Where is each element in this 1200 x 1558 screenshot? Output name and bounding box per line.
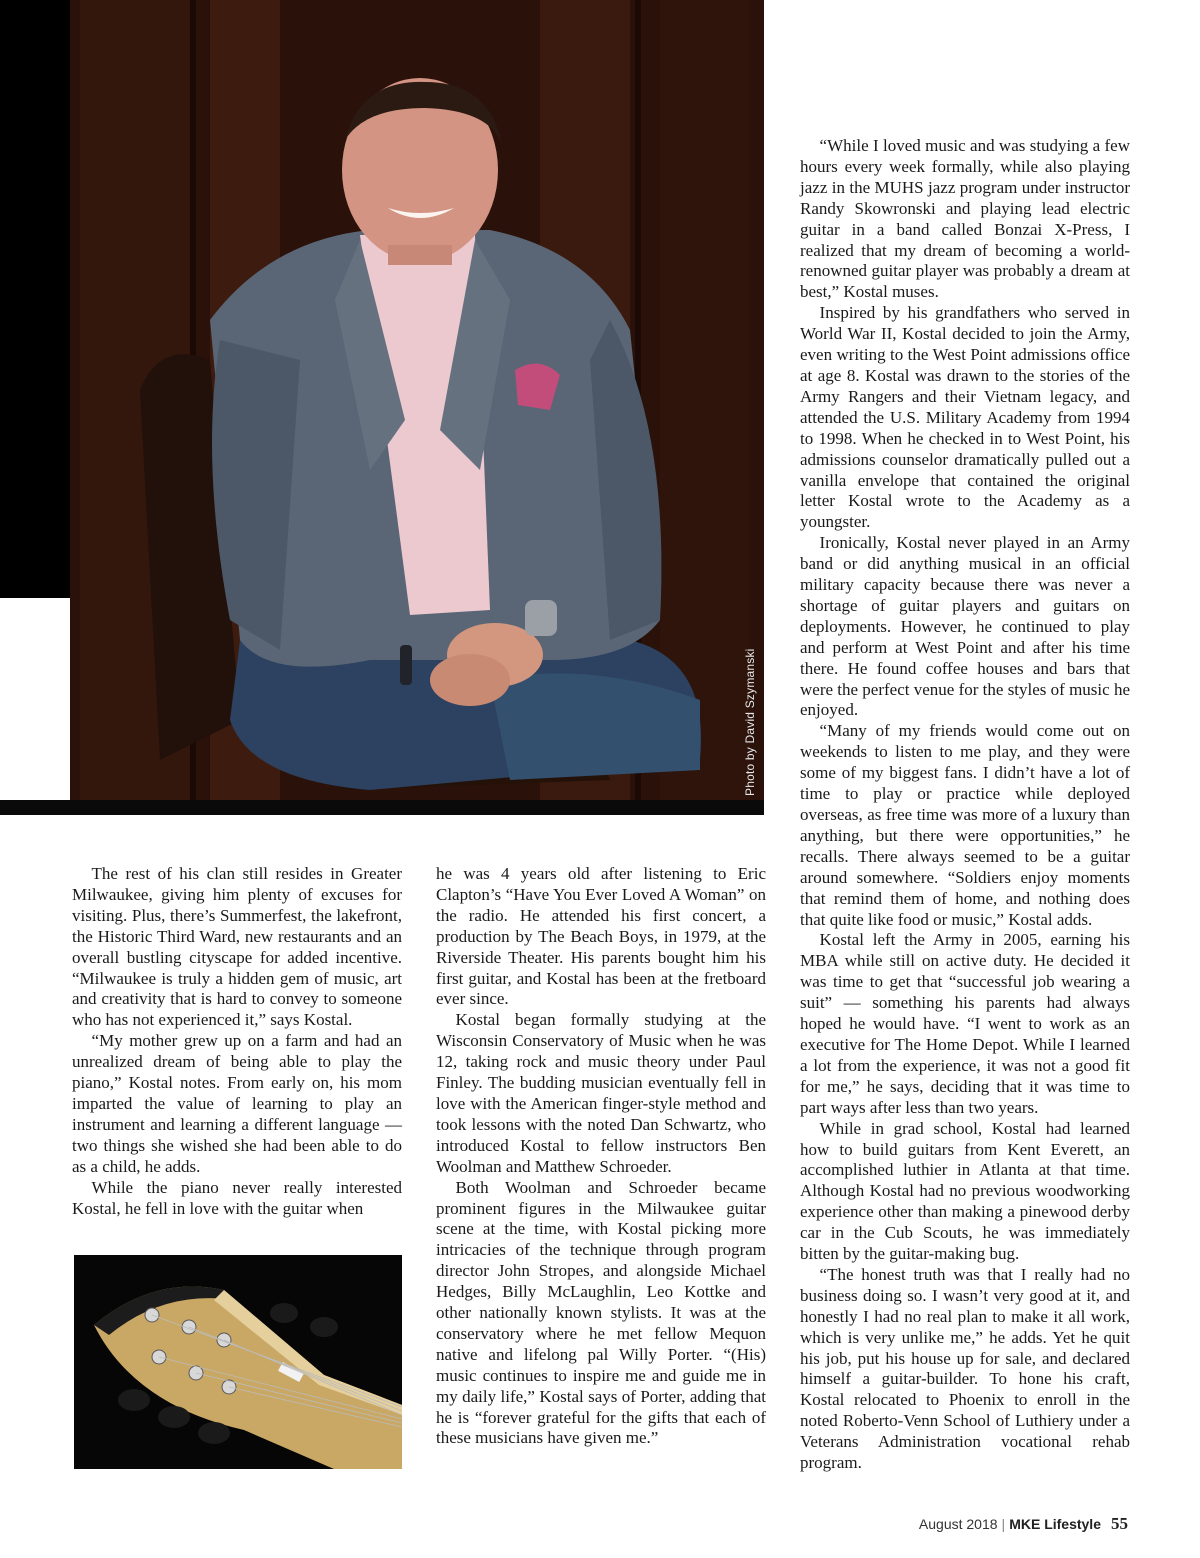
paragraph: Both Woolman and Schroeder became prominent figures in the Milwaukee guitar scene at the time, with Kostal picking more intricacies of the technique through program director John Stropes, and alongside Michael Hedges, Billy McLaughlin, Leo Kottke and other nationally known stylists. It was at the conservatory where he met fellow Mequon native and lifelong pal Willy Porter. “(His) music continues to inspire me and guide me in my daily life,” Kostal says of Porter, adding that he is “forever grateful for the gifts that each of these musicians have given me.” <box>436 1177 766 1448</box>
paragraph: he was 4 years old after listening to Eric Clapton’s “Have You Ever Loved A Woman” on the radio. He attended his first concert, a production by The Beach Boys, in 1979, at the Riverside Theater. His parents bought him his first guitar, and Kostal has been at the fretboard ever since. <box>436 864 766 1009</box>
magazine-name: MKE Lifestyle <box>1009 1516 1101 1532</box>
issue-date: August 2018 <box>918 1516 998 1532</box>
paragraph: Kostal left the Army in 2005, earning his MBA while still on active duty. He decided it was time to get that “successful job wearing a suit” — something his parents had always hoped he would have. “I went to work as an executive for The Home Depot. While I learned a lot from the experience, it was not a good fit for me,” he says, deciding that it was time to part ways after less than two years. <box>800 930 1130 1117</box>
paragraph: The rest of his clan still resides in Greater Milwaukee, giving him plenty of excuses for visiting. Plus, there’s Summerfest, the lakefront, the Historic Third Ward, new restaurants and an overall bustling cityscape for added incentive. “Milwaukee is truly a hidden gem of music, art and creativity that is hard to convey to someone who has not experienced it,” says Kostal. <box>72 864 402 1030</box>
paragraph: Inspired by his grandfathers who served in World War II, Kostal decided to join the Army, even writing to the West Point admissions office at age 8. Kostal was drawn to the stories of the Army Rangers and their Vietnam legacy, and attended the U.S. Military Academy from 1994 to 1998. When he checked in to West Point, his admissions counselor dramatically pulled out a vanilla envelope that contained the original letter Kostal wrote to the Academy as a youngster. <box>800 303 1130 532</box>
article-column-3 <box>800 136 1130 1474</box>
page-number: 55 <box>1111 1514 1128 1533</box>
paragraph: “My mother grew up on a farm and had an unrealized dream of being able to play the piano,” Kostal notes. From early on, his mom imparted the value of learning to play an instrument and learning a different language — two things she wished she had been able to do as a child, he adds. <box>72 1031 402 1176</box>
paragraph: “The honest truth was that I really had no business doing so. I wasn’t very good at it, and honestly I had no real plan to make it all work, which is very unlike me,” he adds. Yet he quit his job, put his house up for sale, and declared himself a guitar-builder. To hone his craft, Kostal relocated to Phoenix to enroll in the noted Roberto-Venn School of Luthiery under a Veterans Administration vocational rehab program. <box>800 1264 1130 1473</box>
paragraph: While the piano never really interested Kostal, he fell in love with the guitar when <box>72 1177 402 1218</box>
article-column-1 <box>72 864 402 1219</box>
guitar-headstock-photo <box>74 1255 402 1469</box>
footer-separator: | <box>1001 1516 1006 1532</box>
paragraph: “Many of my friends would come out on weekends to listen to me play, and they were some of my biggest fans. I didn’t have a lot of time to play or practice while deployed overseas, as free time was more of a luxury than anything, but there were opportunities,” he recalls. There always seemed to be a guitar around somewhere. “Soldiers enjoy moments that remind them of home, and nothing does that quite like food or music,” Kostal adds. <box>800 721 1130 929</box>
portrait-photo <box>70 0 764 815</box>
guitar-illustration <box>74 1255 402 1469</box>
black-side-bar <box>0 0 70 598</box>
portrait-illustration <box>70 0 764 815</box>
page-footer <box>0 1514 1128 1534</box>
photo-bottom-strip <box>0 800 764 815</box>
article-column-2 <box>436 864 766 1449</box>
paragraph: While in grad school, Kostal had learned how to build guitars from Kent Everett, an accomplished luthier in Atlanta at that time. Although Kostal had no previous woodworking experience other than making a pinewood derby car in the Cub Scouts, he was immediately bitten by the guitar-making bug. <box>800 1118 1130 1264</box>
paragraph: “While I loved music and was studying a few hours every week formally, while also playing jazz in the MUHS jazz program under instructor Randy Skowronski and playing lead electric guitar in a band called Bonzai X-Press, I realized that my dream of becoming a world-renowned guitar player was probably a dream at best,” Kostal muses. <box>800 136 1130 302</box>
paragraph: Ironically, Kostal never played in an Army band or did anything musical in an official military capacity because there was never a shortage of guitar players and guitars on deployments. However, he continued to play and perform at West Point and after his time there. He found coffee houses and bars that were the perfect venue for the styles of music he enjoyed. <box>800 533 1130 720</box>
paragraph: Kostal began formally studying at the Wisconsin Conservatory of Music when he was 12, taking rock and music theory under Paul Finley. The budding musician eventually fell in love with the American finger-style method and took lessons with the noted Dan Schwartz, who introduced Kostal to fellow instructors Ben Woolman and Matthew Schroeder. <box>436 1010 766 1176</box>
photo-credit: Photo by David Szymanski <box>743 648 757 796</box>
